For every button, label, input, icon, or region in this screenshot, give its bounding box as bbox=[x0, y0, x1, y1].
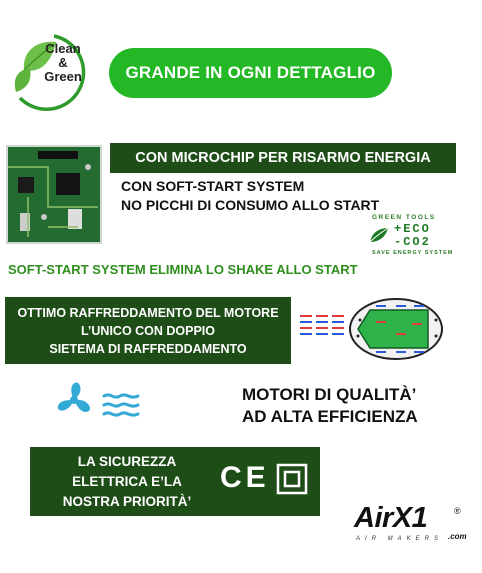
motors-line-2: AD ALTA EFFICIENZA bbox=[242, 407, 418, 426]
badge-line-amp: & bbox=[58, 55, 68, 70]
cooling-line-2: L’UNICO CON DOPPIO bbox=[80, 323, 216, 338]
motor-cooling-diagram bbox=[296, 296, 446, 362]
cooling-line-1: OTTIMO RAFFREDDAMENTO DEL MOTORE bbox=[17, 305, 279, 320]
microchip-line-1: CON SOFT-START SYSTEM bbox=[121, 178, 305, 194]
headline-pill: GRANDE IN OGNI DETTAGLIO bbox=[109, 48, 392, 98]
safety-box bbox=[30, 447, 320, 516]
soft-start-text: SOFT-START SYSTEM ELIMINA LO SHAKE ALLO START bbox=[8, 262, 358, 277]
fan-icon bbox=[50, 378, 98, 424]
badge-line-green: Green bbox=[44, 69, 82, 84]
cooling-box bbox=[5, 297, 291, 364]
eco-logo-co2: -CO2 bbox=[394, 235, 431, 249]
brand-domain: .com bbox=[448, 532, 467, 541]
circuit-board-icon bbox=[8, 147, 100, 242]
brand-tagline: AIR MAKERS bbox=[356, 536, 444, 542]
brand-name: AirX1 bbox=[354, 502, 428, 534]
eco-logo-bottom: SAVE ENERGY SYSTEM bbox=[372, 250, 454, 256]
motors-line-1: MOTORI DI QUALITÀ’ bbox=[242, 385, 417, 404]
cooling-line-3: SIETEMA DI RAFFREDDAMENTO bbox=[49, 341, 247, 356]
ce-mark: CE bbox=[220, 461, 270, 494]
eco-logo bbox=[364, 214, 456, 258]
motor-cooling-icon bbox=[296, 296, 446, 362]
double-insulation-icon bbox=[276, 463, 308, 495]
microchip-title: CON MICROCHIP PER RISARMO ENERGIA bbox=[110, 143, 456, 173]
circuit-board-image bbox=[6, 145, 102, 244]
microchip-line-2: NO PICCHI DI CONSUMO ALLO START bbox=[121, 197, 380, 213]
eco-logo-eco: +ECO bbox=[394, 222, 431, 236]
eco-logo-top: GREEN TOOLS bbox=[372, 214, 436, 221]
air-waves-icon bbox=[102, 390, 142, 420]
safety-line-1: LA SICUREZZA bbox=[77, 453, 177, 469]
brand-registered: ® bbox=[454, 506, 461, 516]
badge-line-clean: Clean bbox=[45, 41, 81, 56]
safety-line-2: ELETTRICA E’LA bbox=[72, 473, 182, 489]
brand-logo bbox=[350, 504, 474, 550]
clean-green-badge bbox=[4, 30, 94, 116]
eco-leaf-icon bbox=[368, 224, 390, 246]
safety-line-3: NOSTRA PRIORITÀ’ bbox=[62, 493, 192, 509]
